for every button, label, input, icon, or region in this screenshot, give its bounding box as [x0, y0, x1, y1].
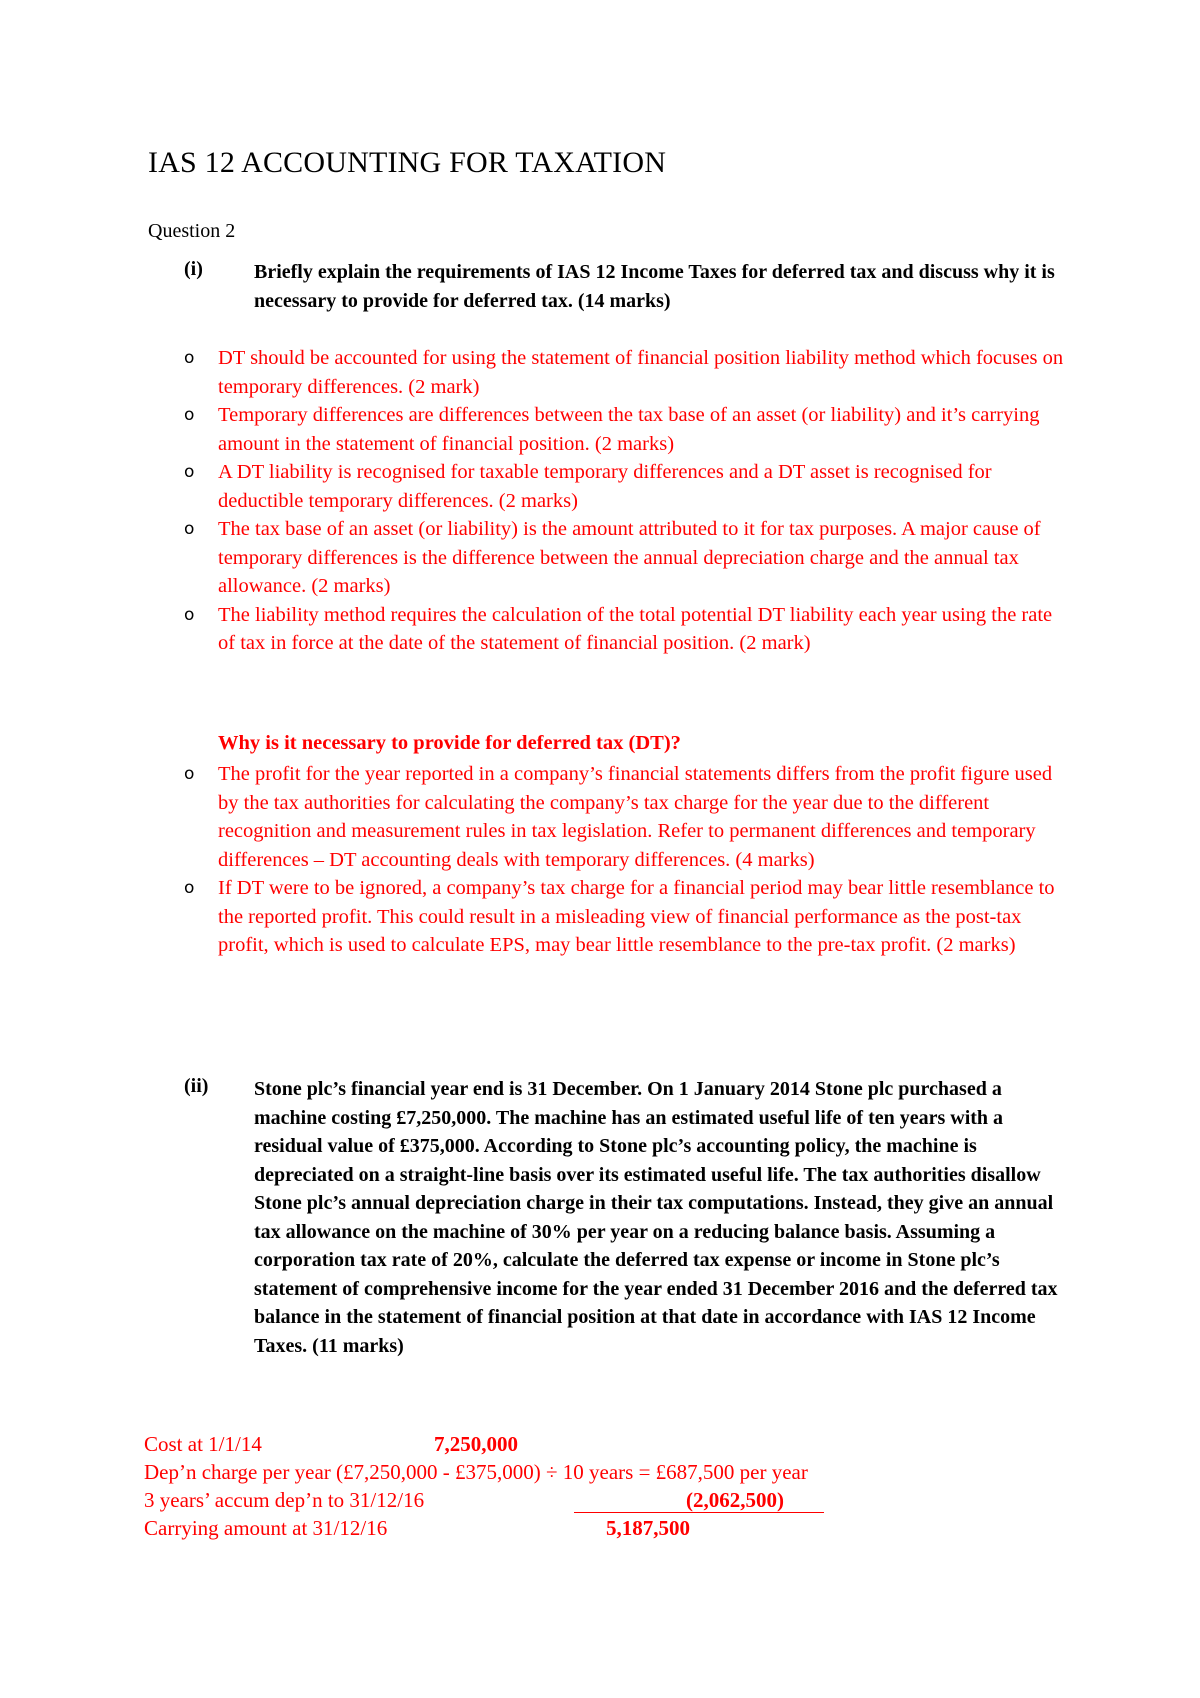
depreciation-row — [144, 1458, 1024, 1486]
bullet-marker: o — [184, 519, 195, 539]
list-item — [148, 601, 1068, 658]
bullet-marker: o — [184, 764, 195, 784]
depreciation-calculation — [144, 1430, 1024, 1542]
accumulated-depreciation-row — [144, 1486, 1024, 1514]
list-item — [148, 401, 1068, 458]
cost-value: 7,250,000 — [434, 1432, 518, 1456]
bullet-text: The liability method requires the calculation of the total potential DT liability each year using the rate of tax in force at the date of the statement of financial position. (2 mark) — [218, 603, 1053, 654]
bullet-marker: o — [184, 348, 195, 368]
bullet-text: The profit for the year reported in a company’s financial statements differs from the profit figure used by the tax authorities for calculating the company’s tax charge for the year due to the different recognition and measurement rules in tax legislation. Refer to permanent differences and temporary differences – DT accounting deals with temporary differences. (4 marks) — [218, 763, 1053, 871]
depreciation-line: Dep’n charge per year (£7,250,000 - £375,000) ÷ 10 years = £687,500 per year — [144, 1460, 808, 1484]
list-item — [148, 760, 1068, 874]
document-title: IAS 12 ACCOUNTING FOR TAXATION — [148, 146, 667, 179]
cost-row — [144, 1430, 1024, 1458]
list-item — [148, 458, 1068, 515]
accumulated-depreciation-value: (2,062,500) — [574, 1486, 824, 1513]
bullet-text: A DT liability is recognised for taxable temporary differences and a DT asset is recognised for deductible temporary differences. (2 marks) — [218, 461, 992, 512]
bullet-text: Temporary differences are differences between the tax base of an asset (or liability) and it’s carrying amount in the statement of financial position. (2 marks) — [218, 404, 1040, 455]
carrying-amount-row — [144, 1514, 1024, 1542]
list-item — [148, 515, 1068, 601]
bullet-marker: o — [184, 878, 195, 898]
part-ii-text: Stone plc’s financial year end is 31 December. On 1 January 2014 Stone plc purchased a machine costing £7,250,000. The machine has an estimated useful life of ten years with a residual value of £375,000. According to Stone plc’s accounting policy, the machine is depreciated on a straight-line basis over its estimated useful life. The tax authorities disallow Stone plc’s annual depreciation charge in their tax computations. Instead, they give an annual tax allowance on the machine of 30% per year on a reducing balance basis. Assuming a corporation tax rate of 20%, calculate the deferred tax expense or income in Stone plc’s statement of comprehensive income for the year ended 31 December 2016 and the deferred tax balance in the statement of financial position at that date in accordance with IAS 12 Income Taxes. (11 marks) — [254, 1078, 1058, 1357]
part-i-number: (i) — [184, 258, 203, 280]
question-heading: Question 2 — [148, 220, 236, 242]
cost-label: Cost at 1/1/14 — [144, 1432, 262, 1456]
bullet-text: DT should be accounted for using the statement of financial position liability method which focuses on temporary differences. (2 mark) — [218, 347, 1064, 398]
carrying-amount-label: Carrying amount at 31/12/16 — [144, 1516, 388, 1540]
bullet-marker: o — [184, 462, 195, 482]
bullet-marker: o — [184, 405, 195, 425]
bullet-text: The tax base of an asset (or liability) is the amount attributed to it for tax purposes. A major cause of temporary differences is the difference between the annual depreciation charge and the annual tax allowance. (2 marks) — [218, 518, 1041, 597]
why-heading: Why is it necessary to provide for deferred tax (DT)? — [218, 732, 681, 754]
part-ii-number: (ii) — [184, 1075, 209, 1097]
carrying-amount-value: 5,187,500 — [606, 1516, 690, 1540]
why-answer-list — [148, 760, 1068, 960]
part-i-text: Briefly explain the requirements of IAS 12 Income Taxes for deferred tax and discuss why it is necessary to provide for deferred tax. (14 marks) — [254, 261, 1055, 312]
part-i-answer-list — [148, 344, 1068, 658]
list-item — [148, 344, 1068, 401]
bullet-marker: o — [184, 604, 195, 625]
list-item — [148, 874, 1068, 960]
accumulated-depreciation-label: 3 years’ accum dep’n to 31/12/16 — [144, 1488, 425, 1512]
bullet-text: If DT were to be ignored, a company’s tax charge for a financial period may bear little resemblance to the reported profit. This could result in a misleading view of financial performance as the post-tax profit, which is used to calculate EPS, may bear little resemblance to the pre-tax profit. (2 marks) — [218, 877, 1055, 956]
